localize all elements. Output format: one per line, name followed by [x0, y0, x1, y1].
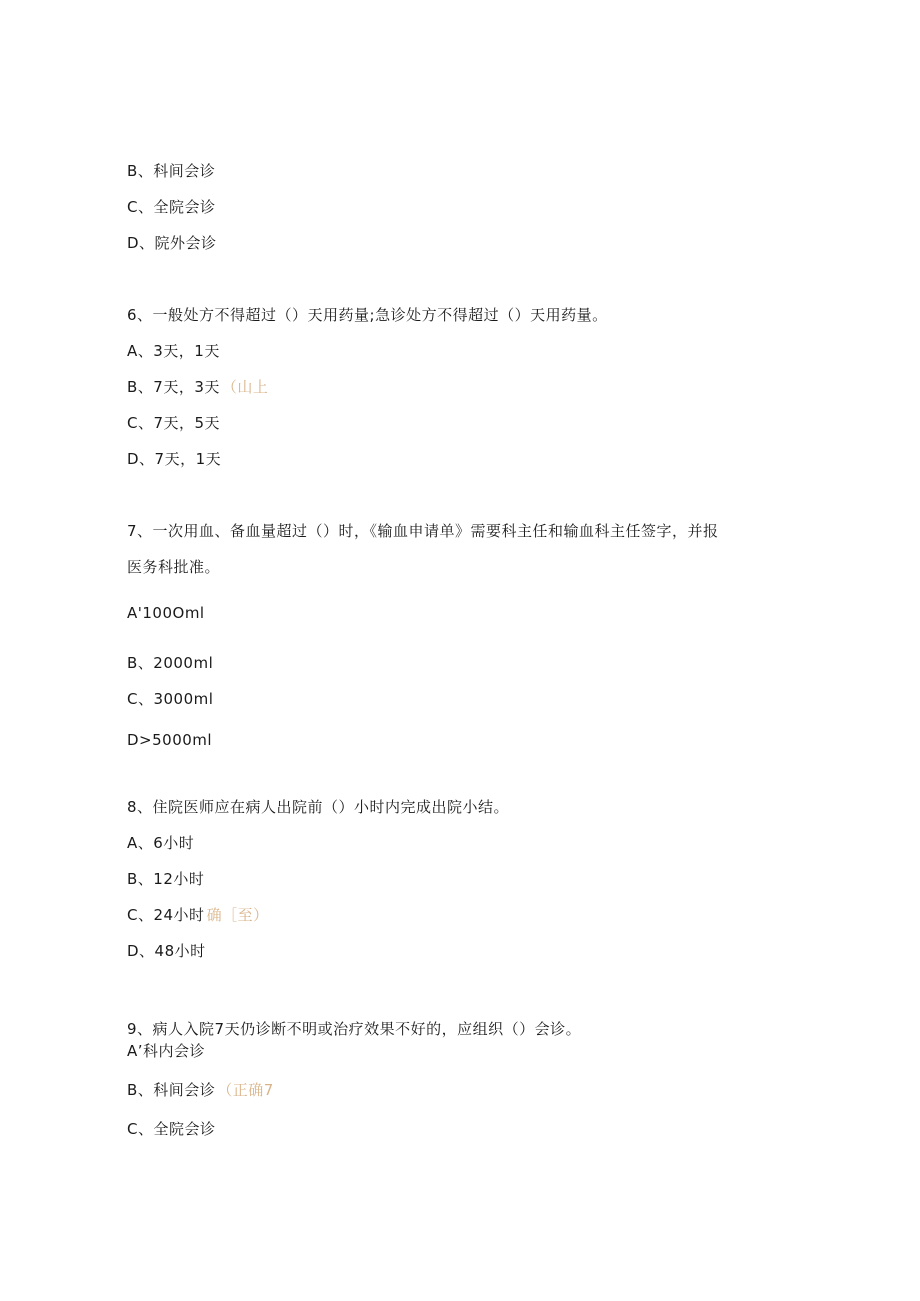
- q6-option-a: A、3天，1天: [127, 342, 220, 360]
- q7-option-d: D>5000ml: [127, 731, 213, 749]
- q8-option-d: D、48小时: [127, 942, 206, 960]
- q5-option-b: B、科间会诊: [127, 162, 216, 180]
- q8-option-a: A、6小时: [127, 834, 195, 852]
- q8-answer-note: 确［至）: [206, 906, 269, 924]
- q8-option-b: B、12小时: [127, 870, 205, 888]
- q6-question: 6、一般处方不得超过（）天用药量;急诊处方不得超过（）天用药量。: [127, 306, 608, 324]
- q9-question: 9、病人入院7天仍诊断不明或治疗效果不好的，应组织（）会诊。: [127, 1020, 582, 1038]
- q9-answer-note: （正确7: [217, 1081, 274, 1099]
- q7-option-b: B、2000ml: [127, 654, 214, 672]
- q8-question: 8、住院医师应在病人出院前（）小时内完成出院小结。: [127, 798, 510, 816]
- q6-option-b: B、7天，3天 （山上: [127, 378, 269, 396]
- q6-option-d: D、7天，1天: [127, 450, 222, 468]
- q7-question-line2: 医务科批准。: [127, 558, 221, 576]
- q6-answer-note: （山上: [221, 378, 269, 396]
- q5-option-c: C、全院会诊: [127, 198, 216, 216]
- q9-option-b: B、科间会诊 （正确7: [127, 1081, 274, 1099]
- q8-option-c: C、24小时 确［至）: [127, 906, 269, 924]
- q9-option-a: A’科内会诊: [127, 1042, 206, 1060]
- q9-option-c: C、全院会诊: [127, 1120, 216, 1138]
- q7-option-a: A'100Oml: [127, 604, 205, 622]
- q6-option-c: C、7天，5天: [127, 414, 221, 432]
- q7-option-c: C、3000ml: [127, 690, 214, 708]
- q7-question-line1: 7、一次用血、备血量超过（）时，《输血申请单》需要科主任和输血科主任签字，并报: [127, 522, 719, 540]
- q5-option-d: D、院外会诊: [127, 234, 217, 252]
